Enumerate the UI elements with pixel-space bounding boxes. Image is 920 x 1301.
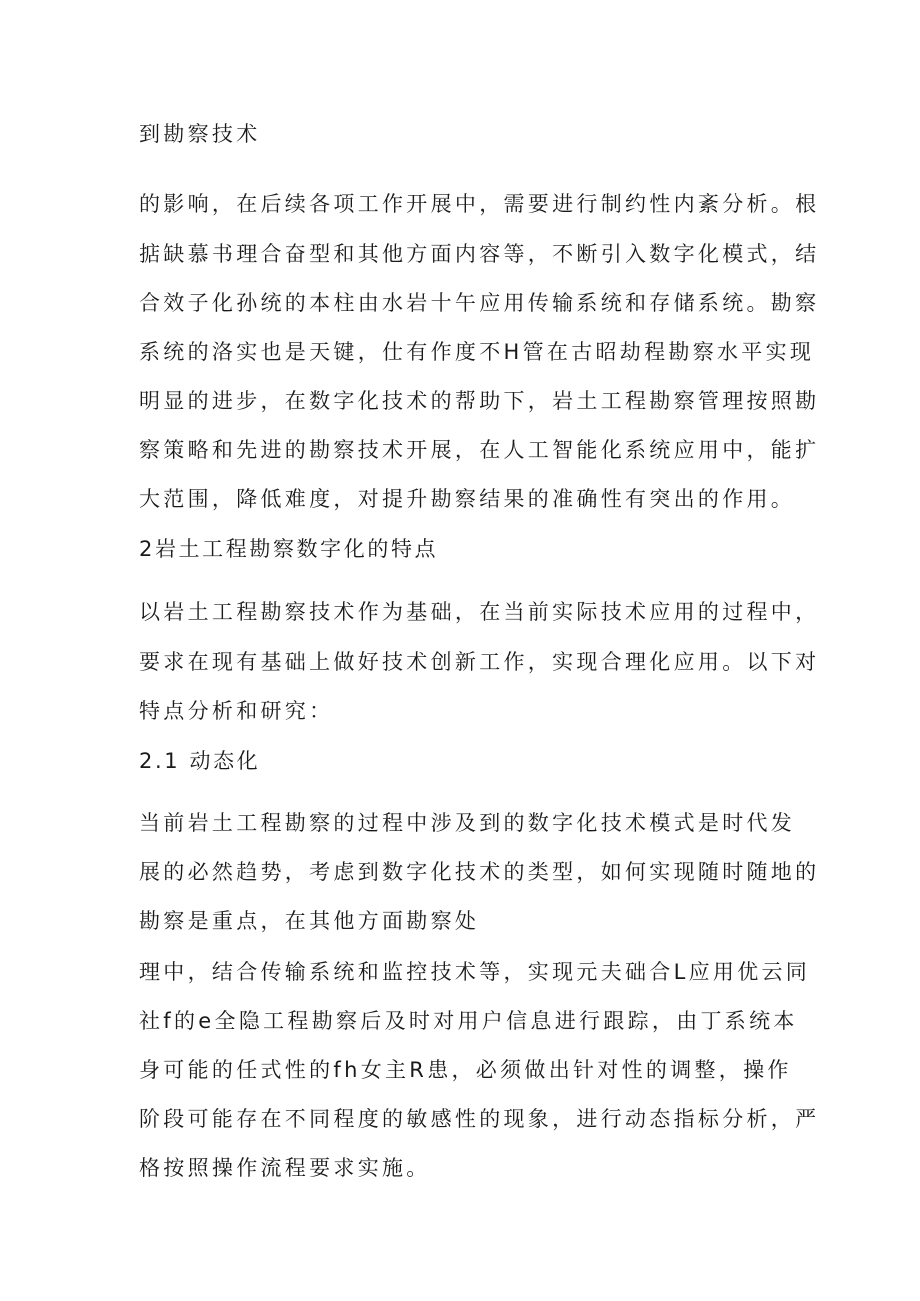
text-line: 要求在现有基础上做好技术创新工作，实现合理化应用。以下对 <box>139 650 820 674</box>
text-line: 系统的洛实也是天键，仕有作度不H管在古昭劫程勘察水平实现 <box>139 340 815 364</box>
text-line: 社f的e全隐工程勘察后及时对用户信息进行跟踪，由丁系统本 <box>139 1009 798 1033</box>
text-line: 察策略和先进的勘察技术开展，在人工智能化系统应用中，能扩 <box>139 438 820 462</box>
text-line: 掂缺慕书理合奋型和其他方面内容等，不断引入数字化模式，结 <box>139 242 820 266</box>
text-line: 展的必然趋势，考虑到数字化技术的类型，如何实现随时随地的 <box>139 860 820 884</box>
text-line: 阶段可能存在不同程度的敏感性的现象，进行动态指标分析，严 <box>139 1107 820 1131</box>
text-line: 勘察是重点，在其他方面勘察处 <box>139 909 480 933</box>
text-line: 合效子化孙统的本柱由水岩十午应用传输系统和存储系统。勘察 <box>139 291 820 315</box>
text-line: 理中，结合传输系统和监控技术等，实现元夫础合L应用优云同 <box>139 960 811 984</box>
section-heading-2: 2岩土工程勘察数字化的特点 <box>139 537 439 561</box>
text-line: 格按照操作流程要求实施。 <box>139 1156 431 1180</box>
text-line: 大范围，降低难度，对提升勘察结果的准确性有突出的作用。 <box>139 487 796 511</box>
fragment-line: 到勘察技术 <box>139 122 261 146</box>
text-line: 的影响，在后续各项工作开展中，需要进行制约性内紊分析。根 <box>139 192 820 216</box>
text-line: 身可能的任式性的fh女主R患，必须做出针对性的调整，操作 <box>139 1058 792 1082</box>
text-line: 以岩土工程勘察技术作为基础，在当前实际技术应用的过程中， <box>139 600 820 624</box>
text-line: 特点分析和研究： <box>139 699 334 723</box>
text-line: 当前岩土工程勘察的过程中涉及到的数字化技术模式是时代发 <box>139 811 796 835</box>
text-line: 明显的进步，在数字化技术的帮助下，岩土工程勘察管理按照勘 <box>139 389 820 413</box>
section-heading-2-1: 2.1 动态化 <box>139 749 261 773</box>
